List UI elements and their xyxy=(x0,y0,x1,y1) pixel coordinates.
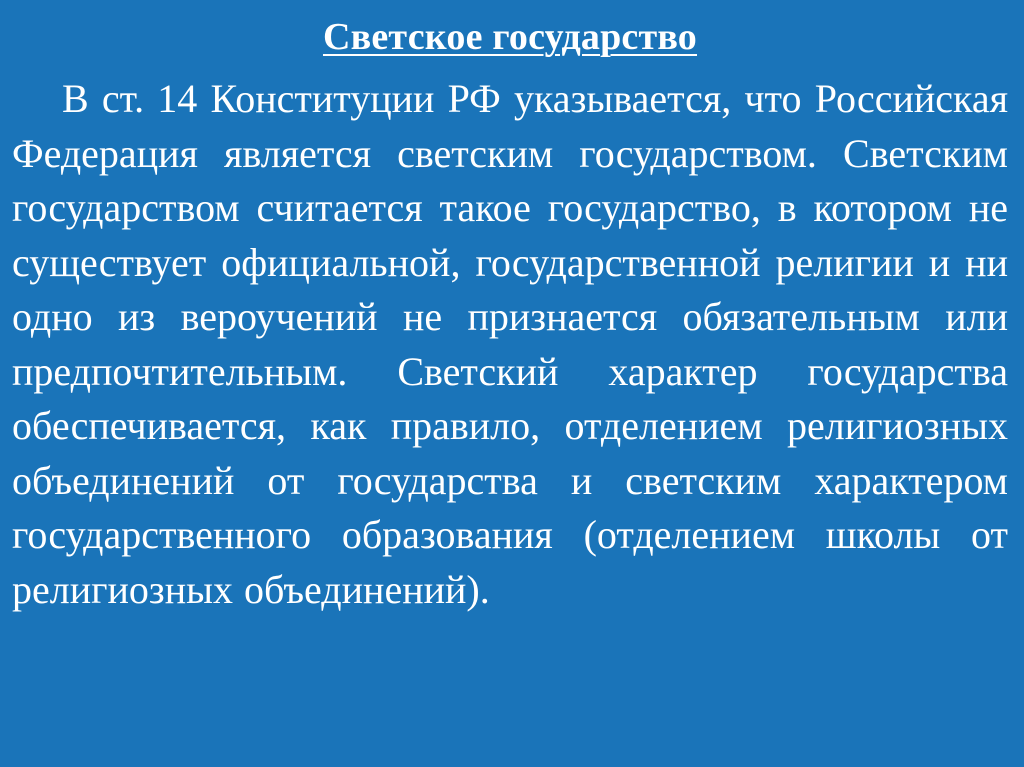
slide-paragraph: В ст. 14 Конституции РФ указывается, что Российская Федерация является светским государством. Светским государством считается такое государство, в котором не существует официальной, государственной религии и ни одно из вероучений не признается обязательным или предпочтительным. Светский характер государства обеспечивается, как правило, отделением религиозных объединений от государства и светским характером государственного образования (отделением школы от религиозных объединений). xyxy=(12,76,1008,612)
slide-title: Светское государство xyxy=(322,16,698,58)
